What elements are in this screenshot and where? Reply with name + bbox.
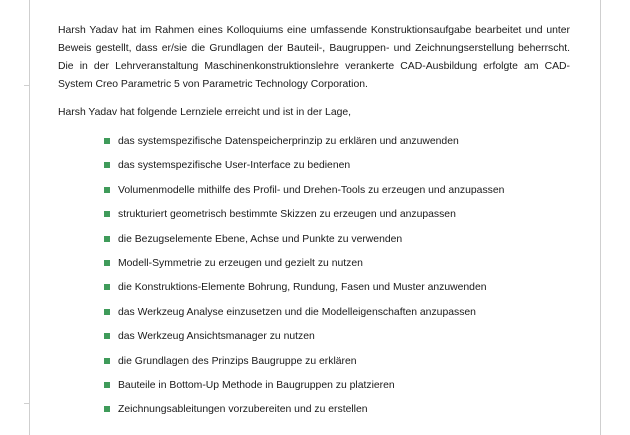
learning-goal-item — [104, 328, 570, 352]
page-left-edge — [29, 0, 30, 435]
learning-goal-item — [104, 133, 570, 157]
learning-goal-text: das systemspezifische User-Interface zu bedienen — [118, 160, 351, 172]
learning-goal-text: strukturiert geometrisch bestimmte Skizzen zu erzeugen und anzupassen — [118, 209, 456, 221]
square-bullet-icon — [104, 236, 110, 242]
learning-goal-text: die Grundlagen des Prinzips Baugruppe zu erklären — [118, 355, 357, 367]
learning-goal-text: Modell-Symmetrie zu erzeugen und gezielt zu nutzen — [118, 257, 363, 269]
learning-goal-text: das systemspezifische Datenspeicherprinzip zu erklären und anzuwenden — [118, 136, 459, 147]
square-bullet-icon — [104, 260, 110, 266]
square-bullet-icon — [104, 382, 110, 388]
margin-tick — [24, 85, 30, 86]
learning-goals-list — [58, 133, 570, 426]
learning-goal-item — [104, 279, 570, 303]
square-bullet-icon — [104, 333, 110, 339]
learning-goal-item — [104, 353, 570, 377]
learning-goal-item — [104, 231, 570, 255]
learning-goal-item — [104, 157, 570, 181]
square-bullet-icon — [104, 284, 110, 290]
learning-goal-text: das Werkzeug Analyse einzusetzen und die Modelleigenschaften anzupassen — [118, 306, 476, 318]
square-bullet-icon — [104, 211, 110, 217]
square-bullet-icon — [104, 187, 110, 193]
learning-goal-text: das Werkzeug Ansichtsmanager zu nutzen — [118, 331, 315, 343]
learning-goal-text: die Konstruktions-Elemente Bohrung, Rundung, Fasen und Muster anzuwenden — [118, 282, 487, 294]
document-body — [58, 22, 570, 426]
square-bullet-icon — [104, 309, 110, 315]
learning-goal-item — [104, 304, 570, 328]
learning-goal-item — [104, 377, 570, 401]
learning-goal-text: die Bezugselemente Ebene, Achse und Punkte zu verwenden — [118, 233, 403, 245]
square-bullet-icon — [104, 162, 110, 168]
square-bullet-icon — [104, 358, 110, 364]
learning-goal-text: Zeichnungsableitungen vorzubereiten und zu erstellen — [118, 404, 368, 416]
square-bullet-icon — [104, 406, 110, 412]
learning-goal-item — [104, 401, 570, 425]
learning-goals-lead: Harsh Yadav hat folgende Lernziele erreicht und ist in der Lage, — [58, 107, 352, 118]
learning-goal-item — [104, 255, 570, 279]
page-right-edge — [600, 0, 601, 435]
learning-goal-item — [104, 182, 570, 206]
learning-goal-text: Volumenmodelle mithilfe des Profil- und Drehen-Tools zu erzeugen und anzupassen — [118, 184, 505, 196]
learning-goal-text: Bauteile in Bottom-Up Methode in Baugruppen zu platzieren — [118, 379, 395, 391]
margin-tick — [24, 403, 30, 404]
learning-goal-item — [104, 206, 570, 230]
intro-paragraph: Harsh Yadav hat im Rahmen eines Kolloquiums eine umfassende Konstruktionsaufgabe bearbeitet und unter Beweis gestellt, dass er/sie die Grundlagen der Bauteil-, Baugruppen- und Zeichnungserstellung beherrscht. Die in der Lehrveranstaltung Maschinenkonstruktionslehre verankerte CAD-Ausbildung erfolgte am CAD-System Creo Parametric 5 von Parametric Technology Corporation. — [58, 25, 570, 90]
square-bullet-icon — [104, 138, 110, 144]
